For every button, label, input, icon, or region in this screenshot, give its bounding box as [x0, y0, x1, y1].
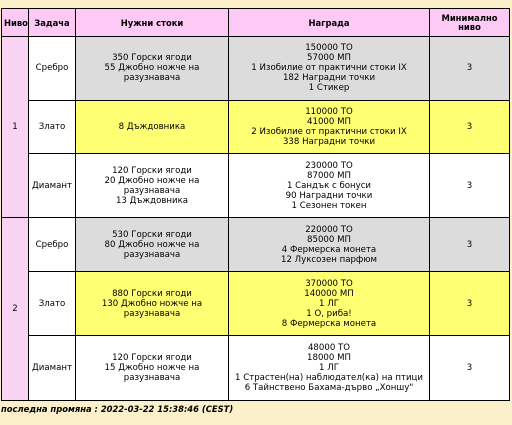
- header-row: [2, 9, 510, 37]
- required-cell: [76, 37, 229, 101]
- quest-table: [1, 8, 510, 401]
- reward-cell: [229, 272, 430, 336]
- reward-line: 1 ЛГ: [319, 298, 339, 309]
- reward-line: 48000 ТО: [307, 343, 351, 354]
- required-line: 130 Джобно ножче на разузнавача: [101, 298, 203, 319]
- reward-line: 2 Изобилие от практични стоки IX: [251, 126, 407, 137]
- reward-line: 140000 МП: [304, 288, 354, 299]
- task-cell: Злато: [29, 100, 76, 153]
- header-min-level: Минимално ниво: [430, 9, 510, 37]
- header-required: Нужни стоки: [76, 9, 229, 37]
- reward-line: 1 О, риба!: [306, 308, 352, 319]
- reward-line: 150000 ТО: [305, 43, 353, 54]
- reward-line: 1 Стикер: [308, 83, 350, 94]
- reward-line: 6 Тайнствено Бахама-дърво „Хоншу": [244, 383, 414, 394]
- required-line: 15 Джобно ножче на разузнавача: [104, 363, 200, 384]
- reward-line: 1 ЛГ: [319, 363, 339, 374]
- table-row: [2, 100, 510, 153]
- reward-cell: [229, 37, 430, 101]
- required-line: 8 Дъждовника: [118, 121, 186, 132]
- required-line: 120 Горски ягоди: [112, 165, 192, 176]
- task-cell: Диамант: [29, 336, 76, 401]
- reward-line: 90 Наградни точки: [285, 190, 373, 201]
- required-line: 880 Горски ягоди: [112, 288, 192, 299]
- required-line: 13 Дъждовника: [115, 195, 189, 206]
- level-cell: 2: [2, 218, 29, 401]
- task-cell: Диамант: [29, 153, 76, 218]
- last-modified-footer: последна промяна : 2022-03-22 15:38:46 (CEST): [1, 404, 234, 414]
- reward-line: 12 Луксозен парфюм: [281, 254, 377, 265]
- min-level-cell: 3: [430, 100, 510, 153]
- required-cell: [76, 336, 229, 401]
- reward-line: 87000 МП: [307, 170, 351, 181]
- required-cell: [76, 218, 229, 272]
- header-task: Задача: [29, 9, 76, 37]
- reward-line: 85000 МП: [307, 234, 351, 245]
- reward-line: 338 Наградни точки: [282, 136, 376, 147]
- required-line: 55 Джобно ножче на разузнавача: [104, 63, 200, 84]
- level-cell: 1: [2, 37, 29, 218]
- required-line: 120 Горски ягоди: [112, 353, 192, 364]
- reward-line: 41000 МП: [307, 116, 351, 127]
- task-cell: Сребро: [29, 218, 76, 272]
- required-line: 530 Горски ягоди: [112, 229, 192, 240]
- header-level: Ниво: [2, 9, 29, 37]
- table-row: [2, 37, 510, 101]
- reward-line: 1 Сандък с бонуси: [286, 180, 372, 191]
- reward-line: 4 Фермерска монета: [281, 244, 377, 255]
- task-cell: Злато: [29, 272, 76, 336]
- reward-line: 8 Фермерска монета: [281, 318, 377, 329]
- reward-line: 110000 ТО: [305, 106, 353, 117]
- header-reward: Награда: [229, 9, 430, 37]
- reward-cell: [229, 100, 430, 153]
- reward-line: 57000 МП: [307, 53, 351, 64]
- required-cell: [76, 153, 229, 218]
- reward-line: 1 Изобилие от практични стоки IX: [251, 63, 407, 74]
- table-row: [2, 336, 510, 401]
- table-row: [2, 153, 510, 218]
- min-level-cell: 3: [430, 37, 510, 101]
- reward-cell: [229, 336, 430, 401]
- required-cell: [76, 100, 229, 153]
- min-level-cell: 3: [430, 218, 510, 272]
- reward-line: 1 Страстен(на) наблюдател(ка) на птици: [235, 373, 423, 384]
- required-line: 80 Джобно ножче на разузнавача: [104, 239, 200, 260]
- reward-line: 1 Сезонен токен: [291, 200, 367, 211]
- table-row: [2, 272, 510, 336]
- required-cell: [76, 272, 229, 336]
- task-cell: Сребро: [29, 37, 76, 101]
- reward-cell: [229, 218, 430, 272]
- min-level-cell: 3: [430, 272, 510, 336]
- reward-line: 182 Наградни точки: [282, 73, 376, 84]
- reward-line: 230000 ТО: [305, 160, 353, 171]
- reward-line: 370000 ТО: [305, 278, 353, 289]
- reward-line: 18000 МП: [307, 353, 351, 364]
- reward-line: 220000 ТО: [305, 224, 353, 235]
- min-level-cell: 3: [430, 153, 510, 218]
- min-level-cell: 3: [430, 336, 510, 401]
- required-line: 20 Джобно ножче на разузнавача: [104, 175, 200, 196]
- table-row: [2, 218, 510, 272]
- reward-cell: [229, 153, 430, 218]
- required-line: 350 Горски ягоди: [112, 53, 192, 64]
